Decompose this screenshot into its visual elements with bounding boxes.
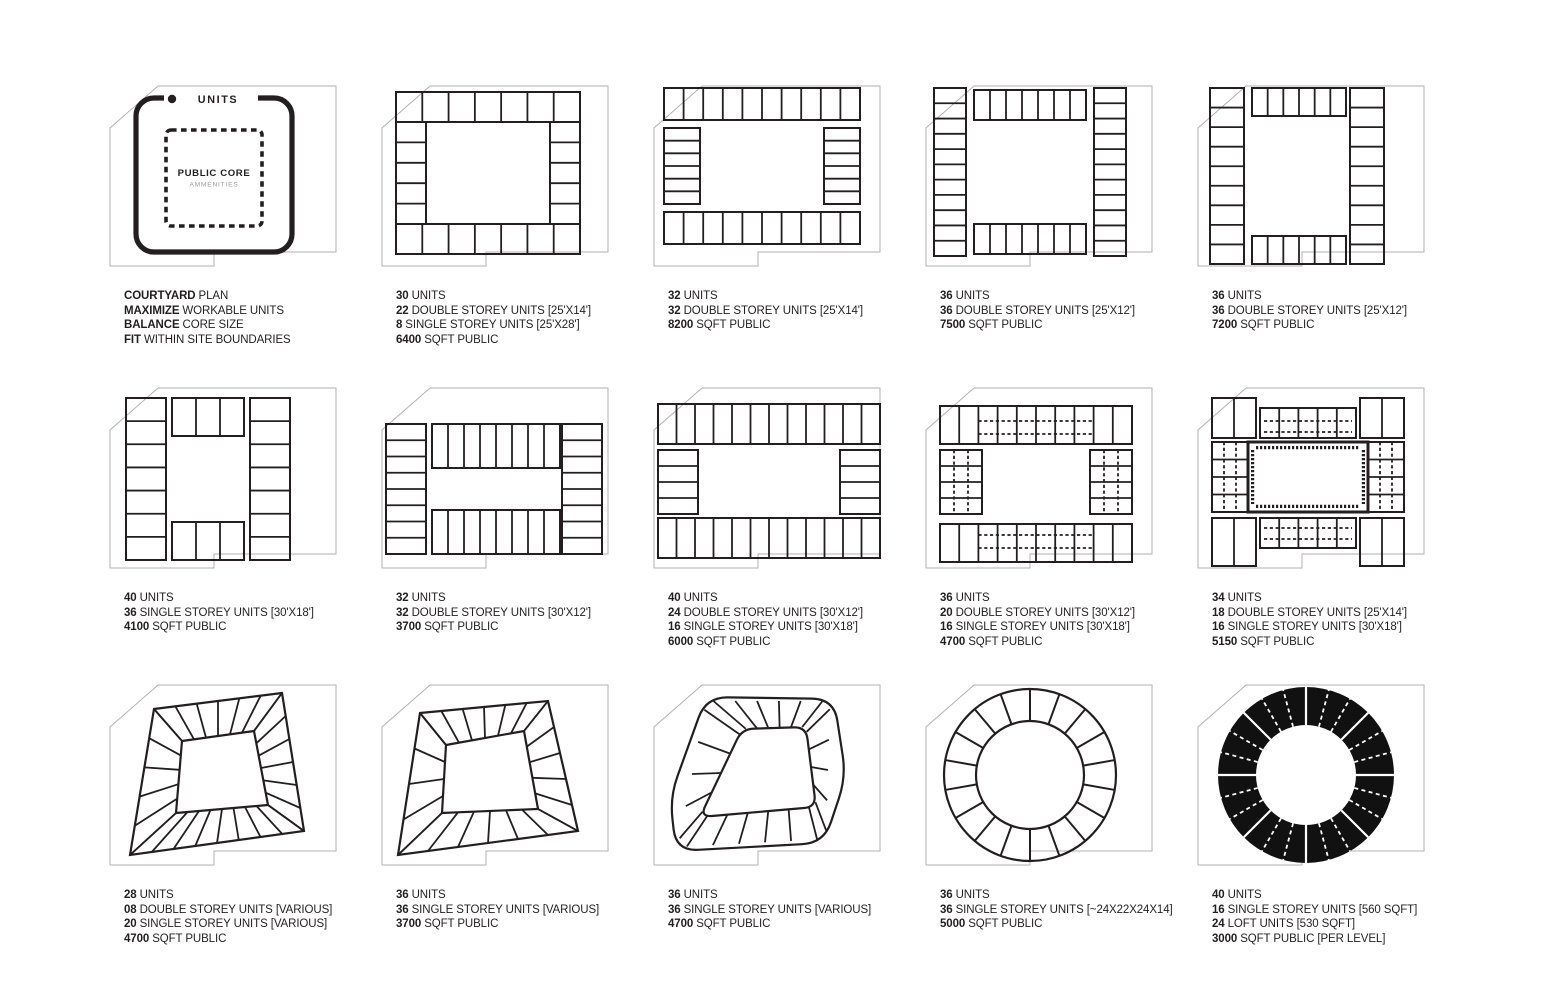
caption-lead: BALANCE	[124, 319, 180, 332]
plan-caption	[652, 888, 908, 932]
caption-rest: LOFT UNITS [530 SQFT]	[1227, 918, 1356, 931]
caption-lead: 16	[1212, 621, 1225, 634]
plan-caption	[108, 888, 364, 946]
plan-caption	[1196, 289, 1452, 333]
plan-cell	[1196, 386, 1452, 683]
caption-line	[396, 289, 636, 304]
plan-diagram-square-ring	[380, 84, 630, 276]
caption-line	[396, 917, 636, 932]
caption-rest: UNITS	[411, 592, 446, 604]
caption-line	[124, 333, 364, 348]
caption-lead: 3000	[1212, 932, 1238, 945]
caption-rest: DOUBLE STOREY UNITS [VARIOUS]	[139, 903, 333, 916]
caption-line	[396, 333, 636, 348]
caption-line	[396, 591, 636, 606]
caption-rest: UNITS	[683, 290, 718, 302]
caption-rest: SQFT PUBLIC	[1240, 635, 1315, 648]
caption-line	[1212, 620, 1452, 635]
caption-rest: CORE SIZE	[182, 319, 244, 332]
plan-caption	[924, 289, 1180, 333]
caption-line	[124, 620, 364, 635]
caption-rest: SQFT PUBLIC	[696, 635, 771, 648]
caption-line	[668, 289, 908, 304]
caption-line	[124, 917, 364, 932]
caption-lead: 4700	[124, 932, 150, 945]
caption-rest: SQFT PUBLIC	[152, 932, 227, 945]
caption-rest: SINGLE STOREY UNITS [VARIOUS]	[139, 918, 328, 931]
plan-diagram-perimeter-bars	[652, 84, 902, 276]
caption-line	[668, 304, 908, 319]
caption-lead: 32	[396, 606, 409, 619]
caption-lead: 36	[668, 889, 681, 901]
caption-rest: SQFT PUBLIC	[424, 333, 499, 346]
caption-rest: SINGLE STOREY UNITS [VARIOUS]	[683, 903, 872, 916]
caption-lead: 6000	[668, 635, 694, 648]
plan-diagram-top-bottom-slabs-hybrid	[924, 386, 1174, 578]
caption-lead: 8	[396, 319, 403, 332]
caption-line	[668, 620, 908, 635]
plan-caption	[924, 888, 1180, 932]
caption-rest: SQFT PUBLIC	[968, 319, 1043, 332]
caption-line	[940, 591, 1180, 606]
caption-lead: 36	[940, 304, 953, 317]
caption-lead: 36	[1212, 290, 1225, 302]
plan-diagram-side-towers-2	[1196, 84, 1446, 276]
caption-lead: 4100	[124, 621, 150, 634]
caption-line	[1212, 888, 1452, 903]
caption-lead: 36	[1212, 304, 1225, 317]
caption-line	[1212, 289, 1452, 304]
caption-rest: WORKABLE UNITS	[182, 304, 284, 317]
caption-line	[124, 888, 364, 903]
plan-cell	[652, 386, 908, 683]
caption-line	[396, 606, 636, 621]
plan-cell	[108, 386, 364, 683]
caption-rest: UNITS	[139, 889, 174, 901]
caption-rest: DOUBLE STOREY UNITS [25'X12']	[1227, 304, 1407, 317]
caption-lead: 6400	[396, 333, 422, 346]
caption-line	[124, 606, 364, 621]
caption-rest: SQFT PUBLIC	[152, 621, 227, 634]
caption-line	[940, 289, 1180, 304]
caption-line	[124, 903, 364, 918]
caption-lead: 3700	[396, 918, 422, 931]
caption-line	[1212, 635, 1452, 650]
caption-line	[668, 903, 908, 918]
caption-line	[940, 620, 1180, 635]
plan-diagram-blob-fan	[652, 683, 902, 875]
caption-lead: 7500	[940, 319, 966, 332]
caption-lead: 4700	[940, 635, 966, 648]
caption-rest: DOUBLE STOREY UNITS [25'X14']	[683, 304, 863, 317]
caption-lead: 32	[668, 304, 681, 317]
plan-cell	[380, 84, 636, 386]
caption-lead: 36	[940, 592, 953, 604]
caption-rest: UNITS	[1227, 592, 1262, 604]
caption-line	[940, 903, 1180, 918]
caption-rest: UNITS	[683, 592, 718, 604]
caption-rest: SQFT PUBLIC	[424, 918, 499, 931]
plan-caption	[108, 591, 364, 635]
caption-rest: SINGLE STOREY UNITS [30'X18']	[1227, 621, 1402, 634]
caption-rest: SINGLE STOREY UNITS [30'X18']	[683, 621, 858, 634]
caption-line	[124, 318, 364, 333]
legend-cell	[108, 84, 364, 386]
caption-line	[124, 591, 364, 606]
caption-rest: UNITS	[955, 290, 990, 302]
caption-lead: 36	[668, 903, 681, 916]
caption-line	[1212, 606, 1452, 621]
caption-lead: 7200	[1212, 319, 1238, 332]
caption-line	[940, 318, 1180, 333]
caption-rest: SINGLE STOREY UNITS [560 SQFT]	[1227, 903, 1418, 916]
plan-caption	[380, 888, 636, 932]
caption-rest: UNITS	[411, 889, 446, 901]
plan-cell	[1196, 84, 1452, 386]
plan-cell	[924, 84, 1180, 386]
caption-rest: DOUBLE STOREY UNITS [25'X12']	[955, 304, 1135, 317]
caption-line	[396, 620, 636, 635]
plan-diagram-top-bottom-slabs	[652, 386, 902, 578]
caption-rest: UNITS	[955, 889, 990, 901]
caption-rest: SINGLE STOREY UNITS [30'X18']	[139, 606, 314, 619]
caption-rest: SQFT PUBLIC	[696, 319, 771, 332]
caption-lead: 40	[668, 592, 681, 604]
plan-diagram-side-towers	[924, 84, 1174, 276]
caption-lead: 18	[1212, 606, 1225, 619]
plan-diagram-wide-columns	[108, 386, 358, 578]
plan-diagram-legend	[108, 84, 358, 276]
plan-caption	[652, 591, 908, 649]
caption-lead: 16	[940, 621, 953, 634]
caption-line	[1212, 304, 1452, 319]
plan-cell	[380, 683, 636, 983]
caption-lead: 20	[940, 606, 953, 619]
caption-lead: 32	[396, 592, 409, 604]
caption-lead: 30	[396, 290, 409, 302]
caption-lead: 4700	[668, 918, 694, 931]
caption-rest: SINGLE STOREY UNITS [30'X18']	[955, 621, 1130, 634]
caption-lead: 34	[1212, 592, 1225, 604]
caption-lead: 36	[124, 606, 137, 619]
caption-lead: 36	[940, 889, 953, 901]
plan-diagram-pinwheel-hybrid	[1196, 386, 1446, 578]
caption-rest: UNITS	[683, 889, 718, 901]
plan-grid	[108, 84, 1468, 983]
caption-rest: SINGLE STOREY UNITS [~24X22X24X14]	[955, 903, 1173, 916]
plan-caption	[652, 289, 908, 333]
caption-lead: MAXIMIZE	[124, 304, 180, 317]
caption-lead: 40	[124, 592, 137, 604]
plan-cell	[380, 386, 636, 683]
caption-lead: 28	[124, 889, 137, 901]
caption-line	[668, 888, 908, 903]
caption-rest: DOUBLE STOREY UNITS [25'X14']	[1227, 606, 1407, 619]
caption-line	[396, 304, 636, 319]
caption-lead: 20	[124, 918, 137, 931]
caption-rest: UNITS	[1227, 889, 1262, 901]
caption-lead: 40	[1212, 889, 1225, 901]
caption-line	[396, 318, 636, 333]
plan-cell	[1196, 683, 1452, 983]
caption-line	[1212, 917, 1452, 932]
plan-caption	[380, 289, 636, 347]
caption-line	[396, 903, 636, 918]
caption-rest: UNITS	[139, 592, 174, 604]
caption-rest: SQFT PUBLIC	[424, 621, 499, 634]
caption-lead: 24	[668, 606, 681, 619]
caption-lead: 22	[396, 304, 409, 317]
caption-line	[124, 932, 364, 947]
caption-line	[940, 304, 1180, 319]
plan-diagram-circle-ring	[924, 683, 1174, 875]
caption-lead: 5000	[940, 918, 966, 931]
plan-cell	[652, 84, 908, 386]
plan-caption	[380, 591, 636, 635]
caption-line	[1212, 932, 1452, 947]
caption-line	[668, 591, 908, 606]
caption-rest: WITHIN SITE BOUNDARIES	[143, 333, 291, 346]
plan-cell	[924, 683, 1180, 983]
caption-rest: SINGLE STOREY UNITS [VARIOUS]	[411, 903, 600, 916]
caption-line	[940, 606, 1180, 621]
caption-rest: SQFT PUBLIC	[968, 918, 1043, 931]
caption-lead: 36	[396, 903, 409, 916]
caption-rest: DOUBLE STOREY UNITS [25'X14']	[411, 304, 591, 317]
caption-rest: UNITS	[1227, 290, 1262, 302]
plan-cell	[924, 386, 1180, 683]
caption-rest: SQFT PUBLIC [PER LEVEL]	[1240, 932, 1386, 945]
caption-lead: 16	[1212, 903, 1225, 916]
caption-line	[396, 888, 636, 903]
caption-lead: 36	[940, 903, 953, 916]
plan-diagram-circle-ring-solid	[1196, 683, 1446, 875]
caption-line	[124, 289, 364, 304]
caption-rest: SQFT PUBLIC	[696, 918, 771, 931]
legend-core-label: PUBLIC CORE	[177, 168, 251, 179]
plan-caption	[1196, 591, 1452, 649]
caption-lead: 36	[396, 889, 409, 901]
plan-diagram-trapezoid-fan	[380, 683, 630, 875]
caption-rest: UNITS	[411, 290, 446, 302]
caption-lead: 8200	[668, 319, 694, 332]
caption-lead: 16	[668, 621, 681, 634]
caption-lead: 24	[1212, 918, 1225, 931]
legend-units-label: UNITS	[197, 94, 239, 107]
plan-caption	[108, 289, 364, 347]
caption-rest: DOUBLE STOREY UNITS [30'X12']	[683, 606, 863, 619]
caption-lead: FIT	[124, 333, 141, 346]
caption-line	[668, 635, 908, 650]
caption-line	[1212, 903, 1452, 918]
caption-lead: COURTYARD	[124, 290, 196, 302]
caption-line	[1212, 591, 1452, 606]
caption-lead: 08	[124, 903, 137, 916]
caption-line	[668, 318, 908, 333]
caption-rest: SQFT PUBLIC	[1240, 319, 1315, 332]
caption-lead: 36	[940, 290, 953, 302]
caption-lead: 3700	[396, 621, 422, 634]
caption-line	[940, 635, 1180, 650]
plan-caption	[1196, 888, 1452, 946]
caption-lead: 32	[668, 290, 681, 302]
caption-rest: SQFT PUBLIC	[968, 635, 1043, 648]
caption-lead: 5150	[1212, 635, 1238, 648]
caption-line	[940, 917, 1180, 932]
caption-line	[940, 888, 1180, 903]
caption-rest: PLAN	[198, 290, 229, 302]
caption-rest: SINGLE STOREY UNITS [25'X28']	[405, 319, 580, 332]
caption-line	[124, 304, 364, 319]
legend-core-sub-label: AMMENITIES	[189, 181, 239, 189]
caption-line	[668, 917, 908, 932]
caption-rest: DOUBLE STOREY UNITS [30'X12']	[955, 606, 1135, 619]
plan-cell	[652, 683, 908, 983]
caption-rest: UNITS	[955, 592, 990, 604]
caption-line	[1212, 318, 1452, 333]
plan-diagram-h-block	[380, 386, 630, 578]
plan-diagram-trapezoid-ring	[108, 683, 358, 875]
caption-line	[668, 606, 908, 621]
plan-caption	[924, 591, 1180, 649]
plan-cell	[108, 683, 364, 983]
caption-rest: DOUBLE STOREY UNITS [30'X12']	[411, 606, 591, 619]
